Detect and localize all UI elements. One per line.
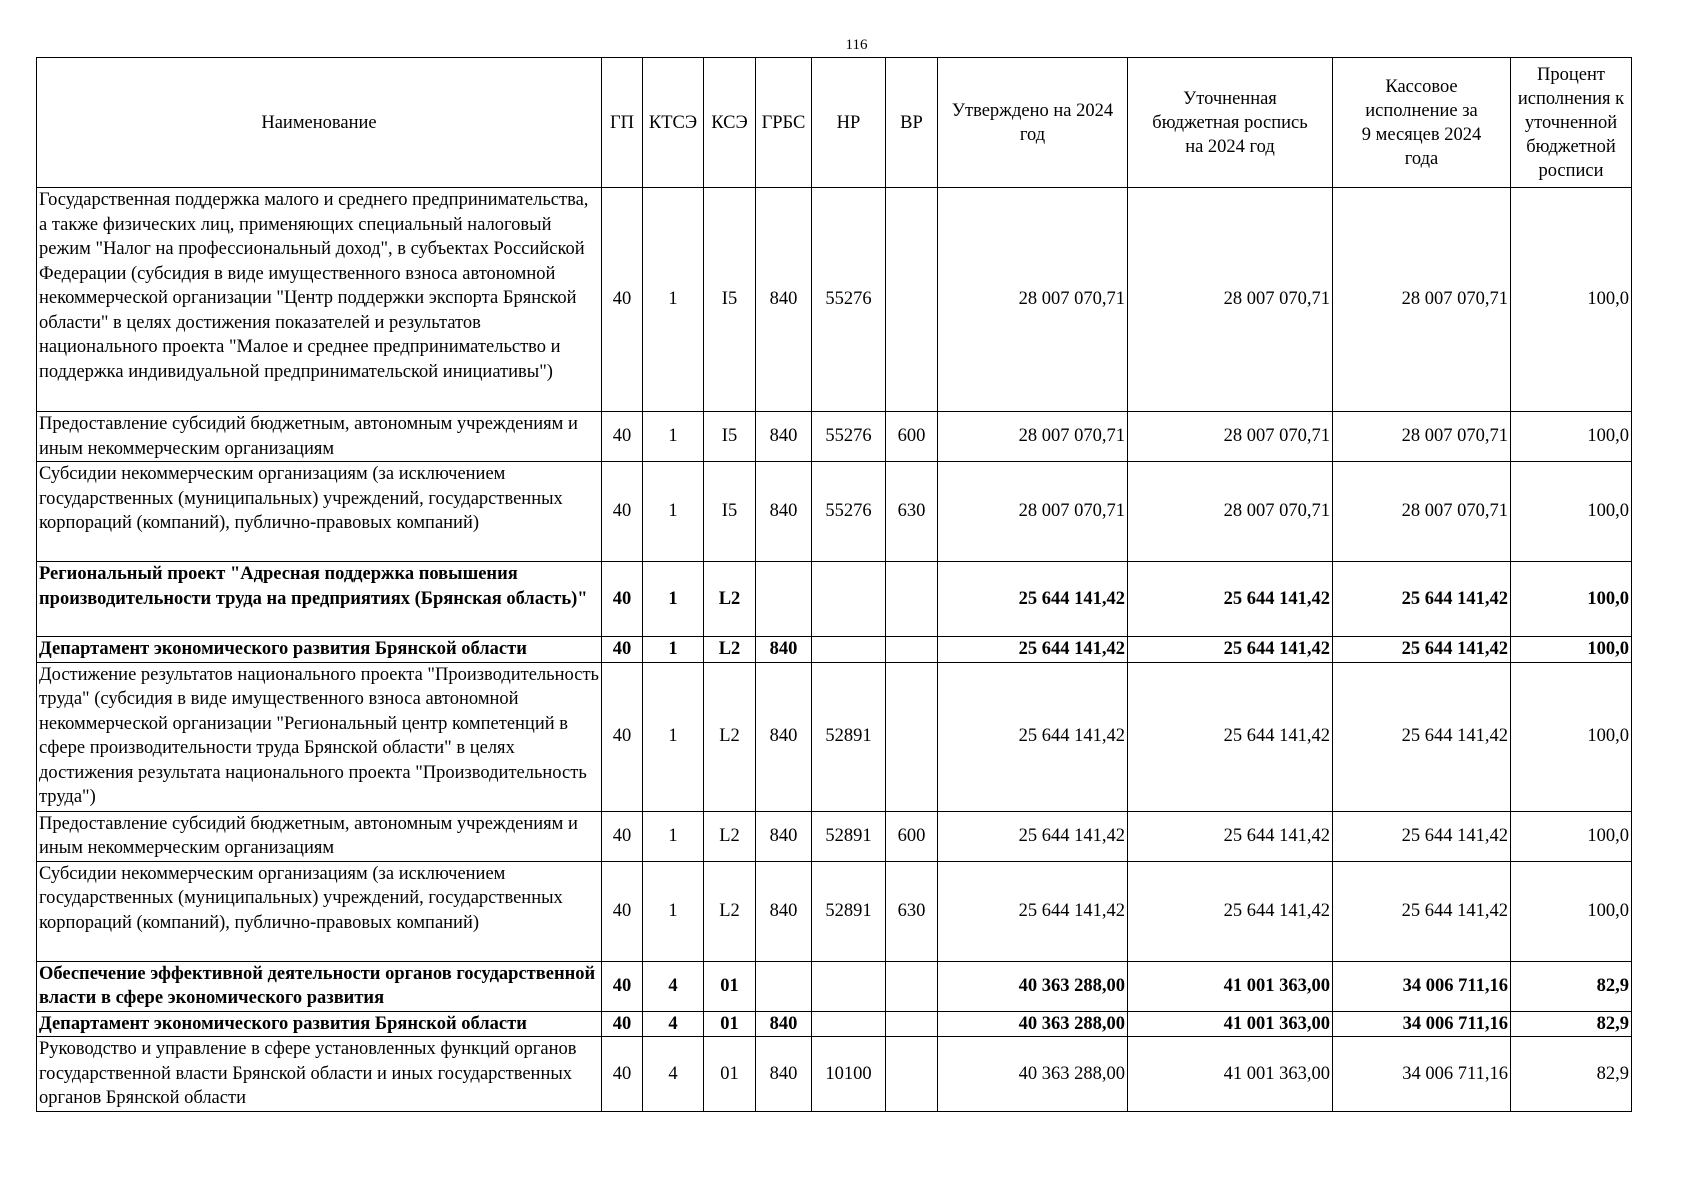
row-kse: L2 (704, 562, 756, 637)
row-approved: 25 644 141,42 (938, 861, 1128, 961)
row-np: 55276 (812, 462, 886, 562)
row-refined: 25 644 141,42 (1128, 861, 1333, 961)
header-percent: Процент исполнения к уточненной бюджетной росписи (1511, 58, 1632, 188)
table-row (37, 861, 1632, 961)
row-gp: 40 (602, 412, 643, 462)
row-ktse: 1 (643, 412, 704, 462)
row-gp: 40 (602, 662, 643, 811)
row-percent: 82,9 (1511, 1011, 1632, 1037)
row-kse: L2 (704, 637, 756, 663)
row-kse: I5 (704, 412, 756, 462)
row-percent: 100,0 (1511, 637, 1632, 663)
row-percent: 100,0 (1511, 562, 1632, 637)
row-grbs: 840 (756, 462, 812, 562)
row-ktse: 4 (643, 1011, 704, 1037)
row-approved: 28 007 070,71 (938, 462, 1128, 562)
row-gp: 40 (602, 462, 643, 562)
row-vr (886, 1037, 938, 1112)
row-grbs (756, 961, 812, 1011)
row-approved: 28 007 070,71 (938, 188, 1128, 412)
row-gp: 40 (602, 562, 643, 637)
row-vr (886, 188, 938, 412)
row-kse: 01 (704, 961, 756, 1011)
row-approved: 25 644 141,42 (938, 562, 1128, 637)
row-name: Департамент экономического развития Брянской области (37, 637, 602, 663)
row-gp: 40 (602, 188, 643, 412)
table-row (37, 961, 1632, 1011)
row-vr (886, 562, 938, 637)
row-ktse: 4 (643, 961, 704, 1011)
budget-table (36, 57, 1632, 1112)
row-gp: 40 (602, 1037, 643, 1112)
row-cash: 34 006 711,16 (1333, 1011, 1511, 1037)
row-cash: 34 006 711,16 (1333, 1037, 1511, 1112)
header-refined: Уточненная бюджетная роспись на 2024 год (1128, 58, 1333, 188)
row-vr (886, 1011, 938, 1037)
row-grbs: 840 (756, 412, 812, 462)
row-refined: 25 644 141,42 (1128, 562, 1333, 637)
row-kse: I5 (704, 188, 756, 412)
table-row (37, 188, 1632, 412)
row-np: 55276 (812, 412, 886, 462)
row-ktse: 1 (643, 188, 704, 412)
row-grbs: 840 (756, 811, 812, 861)
row-name: Предоставление субсидий бюджетным, автономным учреждениям и иным некоммерческим организациям (37, 412, 602, 462)
row-name: Достижение результатов национального проекта "Производительность труда" (субсидия в виде имущественного взноса автономной некоммерческой организации "Региональный центр компетенций в сфере производительности труда Брянской области" в целях достижения результата национального проекта "Производительность труда") (37, 662, 602, 811)
row-np (812, 637, 886, 663)
header-ktse: КТСЭ (643, 58, 704, 188)
row-ktse: 1 (643, 562, 704, 637)
row-cash: 25 644 141,42 (1333, 562, 1511, 637)
row-cash: 25 644 141,42 (1333, 811, 1511, 861)
row-percent: 82,9 (1511, 1037, 1632, 1112)
row-approved: 40 363 288,00 (938, 1037, 1128, 1112)
table-row (37, 562, 1632, 637)
row-refined: 28 007 070,71 (1128, 462, 1333, 562)
row-grbs: 840 (756, 1011, 812, 1037)
row-kse: L2 (704, 662, 756, 811)
header-np: НР (812, 58, 886, 188)
row-np (812, 961, 886, 1011)
row-np: 10100 (812, 1037, 886, 1112)
row-gp: 40 (602, 811, 643, 861)
row-ktse: 1 (643, 662, 704, 811)
row-name: Обеспечение эффективной деятельности органов государственной власти в сфере экономического развития (37, 961, 602, 1011)
page-number: 116 (845, 37, 868, 53)
row-ktse: 1 (643, 462, 704, 562)
table-header-row (37, 58, 1632, 188)
row-np (812, 562, 886, 637)
row-grbs: 840 (756, 1037, 812, 1112)
row-kse: 01 (704, 1011, 756, 1037)
row-cash: 28 007 070,71 (1333, 462, 1511, 562)
row-np: 52891 (812, 811, 886, 861)
row-percent: 100,0 (1511, 811, 1632, 861)
row-approved: 25 644 141,42 (938, 637, 1128, 663)
row-refined: 41 001 363,00 (1128, 961, 1333, 1011)
row-gp: 40 (602, 1011, 643, 1037)
row-name: Предоставление субсидий бюджетным, автономным учреждениям и иным некоммерческим организациям (37, 811, 602, 861)
row-refined: 25 644 141,42 (1128, 637, 1333, 663)
row-approved: 40 363 288,00 (938, 1011, 1128, 1037)
row-np: 55276 (812, 188, 886, 412)
row-name: Государственная поддержка малого и среднего предпринимательства, а также физических лиц, применяющих специальный налоговый режим "Налог на профессиональный доход", в субъектах Российской Федерации (субсидия в виде имущественного взноса автономной некоммерческой организации "Центр поддержки экспорта Брянской области" в целях достижения показателей и результатов национального проекта "Малое и среднее предпринимательство и поддержка индивидуальной предпринимательской инициативы") (37, 188, 602, 412)
table-row (37, 662, 1632, 811)
row-vr: 600 (886, 811, 938, 861)
row-grbs: 840 (756, 188, 812, 412)
row-percent: 82,9 (1511, 961, 1632, 1011)
row-np: 52891 (812, 662, 886, 811)
row-name: Департамент экономического развития Брянской области (37, 1011, 602, 1037)
row-grbs: 840 (756, 662, 812, 811)
row-approved: 28 007 070,71 (938, 412, 1128, 462)
row-kse: I5 (704, 462, 756, 562)
table-row (37, 412, 1632, 462)
table-row (37, 462, 1632, 562)
header-vr: ВР (886, 58, 938, 188)
row-refined: 25 644 141,42 (1128, 811, 1333, 861)
row-name: Региональный проект "Адресная поддержка повышения производительности труда на предприятиях (Брянская область)" (37, 562, 602, 637)
row-cash: 28 007 070,71 (1333, 412, 1511, 462)
table-row (37, 1037, 1632, 1112)
row-gp: 40 (602, 861, 643, 961)
row-gp: 40 (602, 961, 643, 1011)
row-approved: 25 644 141,42 (938, 811, 1128, 861)
row-cash: 25 644 141,42 (1333, 637, 1511, 663)
row-refined: 41 001 363,00 (1128, 1011, 1333, 1037)
table-row (37, 1011, 1632, 1037)
header-approved: Утверждено на 2024 год (938, 58, 1128, 188)
header-kse: КСЭ (704, 58, 756, 188)
row-name: Субсидии некоммерческим организациям (за исключением государственных (муниципальных) учреждений, государственных корпораций (компаний), публично-правовых компаний) (37, 462, 602, 562)
table-row (37, 637, 1632, 663)
row-refined: 41 001 363,00 (1128, 1037, 1333, 1112)
row-percent: 100,0 (1511, 188, 1632, 412)
row-percent: 100,0 (1511, 412, 1632, 462)
row-percent: 100,0 (1511, 861, 1632, 961)
row-vr (886, 637, 938, 663)
header-name: Наименование (37, 58, 602, 188)
row-np: 52891 (812, 861, 886, 961)
row-grbs: 840 (756, 861, 812, 961)
row-vr: 600 (886, 412, 938, 462)
header-cash: Кассовое исполнение за 9 месяцев 2024 года (1333, 58, 1511, 188)
row-vr (886, 961, 938, 1011)
row-approved: 25 644 141,42 (938, 662, 1128, 811)
row-cash: 28 007 070,71 (1333, 188, 1511, 412)
row-percent: 100,0 (1511, 462, 1632, 562)
row-gp: 40 (602, 637, 643, 663)
row-grbs: 840 (756, 637, 812, 663)
row-grbs (756, 562, 812, 637)
row-np (812, 1011, 886, 1037)
row-name: Руководство и управление в сфере установленных функций органов государственной власти Брянской области и иных государственных органов Брянской области (37, 1037, 602, 1112)
row-refined: 28 007 070,71 (1128, 412, 1333, 462)
row-name: Субсидии некоммерческим организациям (за исключением государственных (муниципальных) учреждений, государственных корпораций (компаний), публично-правовых компаний) (37, 861, 602, 961)
row-kse: L2 (704, 861, 756, 961)
table-row (37, 811, 1632, 861)
header-grbs: ГРБС (756, 58, 812, 188)
row-ktse: 1 (643, 637, 704, 663)
row-ktse: 4 (643, 1037, 704, 1112)
row-refined: 25 644 141,42 (1128, 662, 1333, 811)
row-cash: 34 006 711,16 (1333, 961, 1511, 1011)
row-percent: 100,0 (1511, 662, 1632, 811)
row-ktse: 1 (643, 811, 704, 861)
row-kse: L2 (704, 811, 756, 861)
row-vr (886, 662, 938, 811)
row-cash: 25 644 141,42 (1333, 861, 1511, 961)
row-refined: 28 007 070,71 (1128, 188, 1333, 412)
header-gp: ГП (602, 58, 643, 188)
row-vr: 630 (886, 462, 938, 562)
row-approved: 40 363 288,00 (938, 961, 1128, 1011)
row-cash: 25 644 141,42 (1333, 662, 1511, 811)
row-ktse: 1 (643, 861, 704, 961)
row-vr: 630 (886, 861, 938, 961)
row-kse: 01 (704, 1037, 756, 1112)
